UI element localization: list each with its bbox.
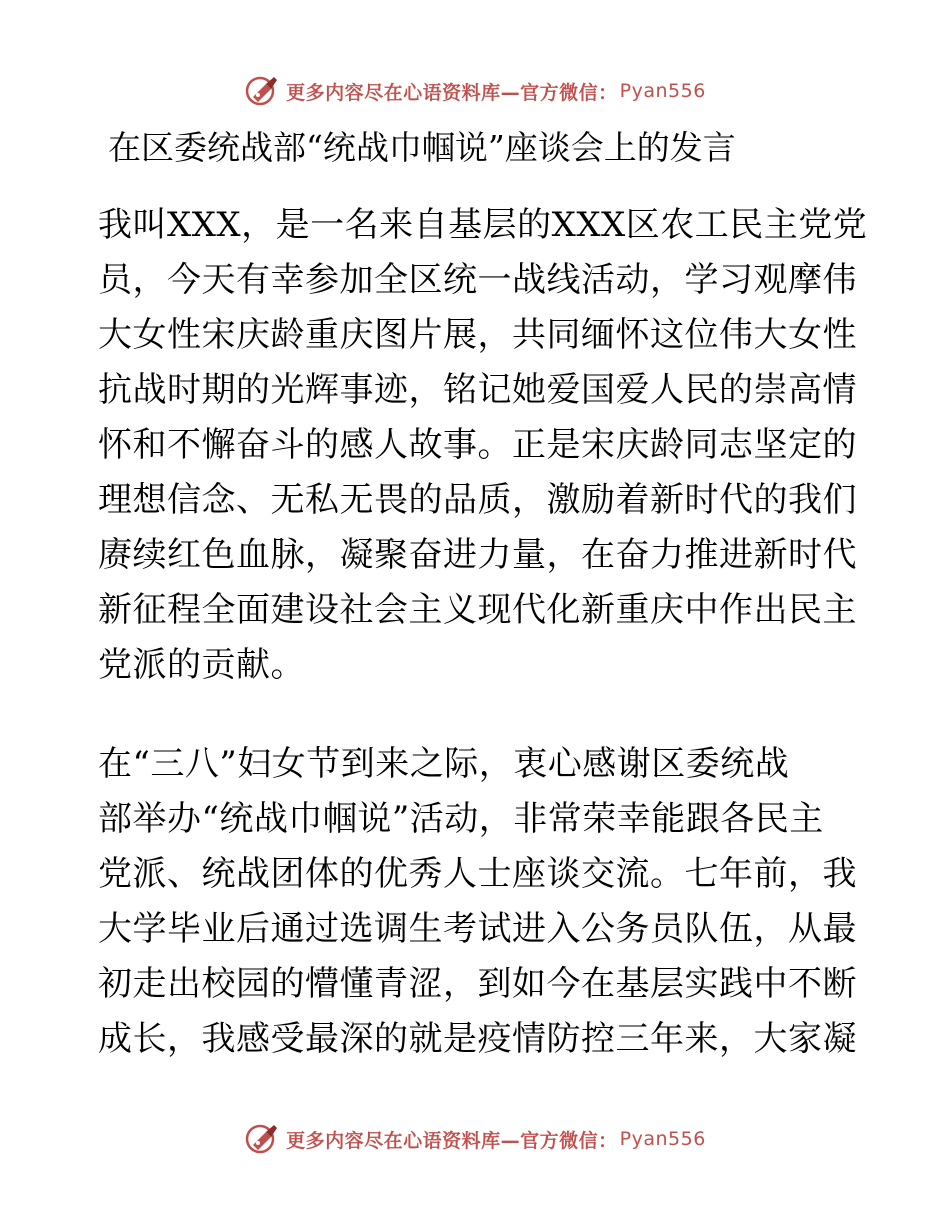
paragraph-line: 初走出校园的懵懂青涩，到如今在基层实践中不断 [98,964,857,1004]
paragraph-line: 理想信念、无私无畏的品质，激励着新时代的我们 [98,480,857,520]
pen-logo-icon [244,73,280,109]
paragraph-line: 党派、统战团体的优秀人士座谈交流。七年前，我 [98,854,857,894]
document-title: 在区委统战部“统战巾帼说”座谈会上的发言 [108,128,736,167]
watermark-wechat-id: Pyan556 [619,1128,706,1150]
watermark-text: 更多内容尽在心语资料库—官方微信： [286,1129,618,1152]
paragraph-1 [98,198,868,693]
paragraph-line: 员，今天有幸参加全区统一战线活动，学习观摩伟 [98,260,857,300]
watermark-text: 更多内容尽在心语资料库—官方微信： [286,81,618,104]
paragraph-2 [98,737,857,1067]
paragraph-line: 新征程全面建设社会主义现代化新重庆中作出民主 [98,590,857,630]
paragraph-line: 大女性宋庆龄重庆图片展，共同缅怀这位伟大女性 [98,315,857,355]
watermark-footer [0,1119,950,1159]
paragraph-line: 成长，我感受最深的就是疫情防控三年来，大家凝 [98,1019,857,1059]
pen-logo-icon [244,1121,280,1157]
paragraph-line: 赓续红色血脉，凝聚奋进力量，在奋力推进新时代 [98,535,857,575]
paragraph-line: 抗战时期的光辉事迹，铭记她爱国爱人民的崇高情 [98,370,857,410]
paragraph-line: 大学毕业后通过选调生考试进入公务员队伍，从最 [98,909,857,949]
paragraph-line: 在“三八”妇女节到来之际，衷心感谢区委统战 [98,744,790,784]
paragraph-line: 怀和不懈奋斗的感人故事。正是宋庆龄同志坚定的 [98,425,857,465]
watermark-wechat-id: Pyan556 [619,80,706,102]
paragraph-line: 党派的贡献。 [98,645,305,685]
watermark-header [0,71,950,111]
paragraph-line: 我叫XXX，是一名来自基层的XXX区农工民主党党 [98,205,868,245]
paragraph-line: 部举办“统战巾帼说”活动，非常荣幸能跟各民主 [98,799,824,839]
